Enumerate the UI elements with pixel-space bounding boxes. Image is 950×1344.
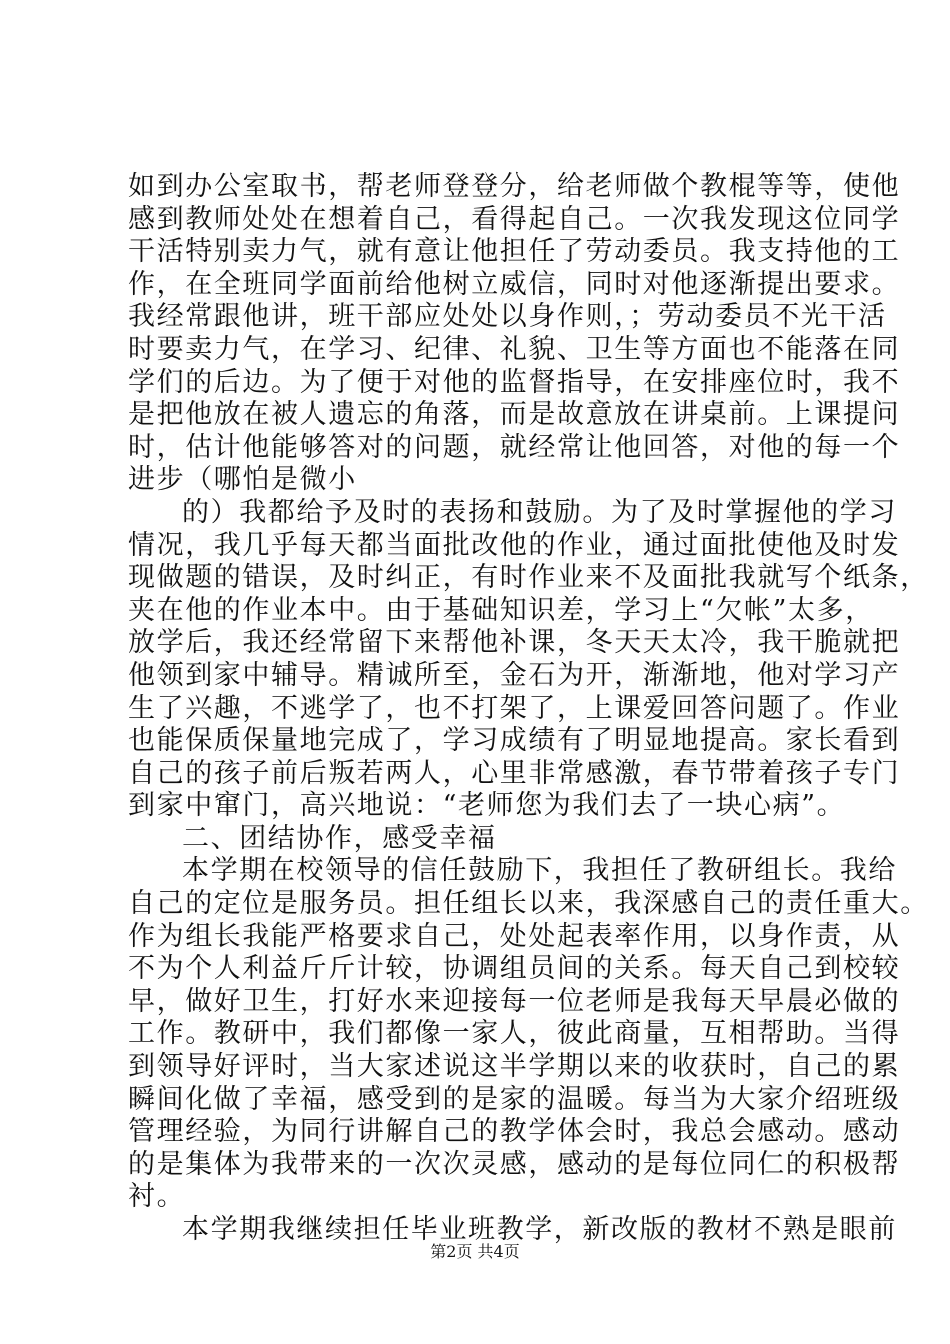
text-line: 衬。 — [128, 1181, 186, 1213]
page-footer — [0, 1242, 950, 1262]
text-line: 作，在全班同学面前给他树立威信，同时对他逐渐提出要求。 — [128, 268, 901, 300]
text-line: 管理经验，为同行讲解自己的教学体会时，我总会感动。感动 — [128, 1116, 901, 1148]
text-line: 工作。教研中，我们都像一家人，彼此商量，互相帮助。当得 — [128, 1018, 901, 1050]
text-line: 自己的孩子前后叛若两人，心里非常感激，春节带着孩子专门 — [128, 757, 901, 789]
text-line: 放学后，我还经常留下来帮他补课，冬天天太冷，我干脆就把 — [128, 627, 901, 659]
text-line: 生了兴趣，不逃学了，也不打架了，上课爱回答问题了。作业 — [128, 692, 901, 724]
section-heading: 二、团结协作，感受幸福 — [182, 822, 497, 854]
text-line: 到家中窜门，高兴地说：“老师您为我们去了一块心病”。 — [128, 790, 846, 822]
text-line: 时，估计他能够答对的问题，就经常让他回答，对他的每一个 — [128, 431, 901, 463]
text-line: 是把他放在被人遗忘的角落，而是故意放在讲桌前。上课提问 — [128, 399, 901, 431]
text-line: 的是集体为我带来的一次次灵感，感动的是每位同仁的积极帮 — [128, 1148, 901, 1180]
text-line: 早，做好卫生，打好水来迎接每一位老师是我每天早晨必做的 — [128, 985, 901, 1017]
text-line: 干活特别卖力气，就有意让他担任了劳动委员。我支持他的工 — [128, 236, 901, 268]
text-line: 我经常跟他讲，班干部应处处以身作则，；劳动委员不光干活 — [128, 301, 887, 333]
text-line: 情况，我几乎每天都当面批改他的作业，通过面批使他及时发 — [128, 529, 901, 561]
text-line: 夹在他的作业本中。由于基础知识差，学习上“欠帐”太多， — [128, 594, 874, 626]
text-line: 他领到家中辅导。精诚所至，金石为开，渐渐地，他对学习产 — [128, 659, 901, 691]
text-line: 作为组长我能严格要求自己，处处起表率作用，以身作责，从 — [128, 920, 901, 952]
text-line: 现做题的错误，及时纠正，有时作业来不及面批我就写个纸条， — [128, 562, 929, 594]
text-line: 本学期在校领导的信任鼓励下，我担任了教研组长。我给 — [182, 855, 897, 887]
text-line: 感到教师处处在想着自己，看得起自己。一次我发现这位同学 — [128, 203, 901, 235]
text-line: 时要卖力气，在学习、纪律、礼貌、卫生等方面也不能落在同 — [128, 333, 901, 365]
text-line: 到领导好评时，当大家述说这半学期以来的收获时，自己的累 — [128, 1051, 901, 1083]
text-line: 也能保质保量地完成了，学习成绩有了明显地提高。家长看到 — [128, 725, 901, 757]
text-line: 如到办公室取书，帮老师登登分，给老师做个教棍等等，使他 — [128, 171, 901, 202]
text-line: 自己的定位是服务员。担任组长以来，我深感自己的责任重大。 — [128, 888, 929, 920]
text-line: 学们的后边。为了便于对他的监督指导，在安排座位时，我不 — [128, 366, 901, 398]
text-line: 的）我都给予及时的表扬和鼓励。为了及时掌握他的学习 — [182, 496, 897, 528]
document-body — [128, 171, 929, 1247]
page-number-label: 第2页 共4页 — [430, 1242, 520, 1261]
text-line: 进步（哪怕是微小 — [128, 464, 357, 496]
text-line: 不为个人利益斤斤计较，协调组员间的关系。每天自己到校较 — [128, 953, 901, 985]
text-line: 本学期我继续担任毕业班教学，新改版的教材不熟是眼前 — [182, 1214, 897, 1245]
text-line: 瞬间化做了幸福，感受到的是家的温暖。每当为大家介绍班级 — [128, 1083, 901, 1115]
